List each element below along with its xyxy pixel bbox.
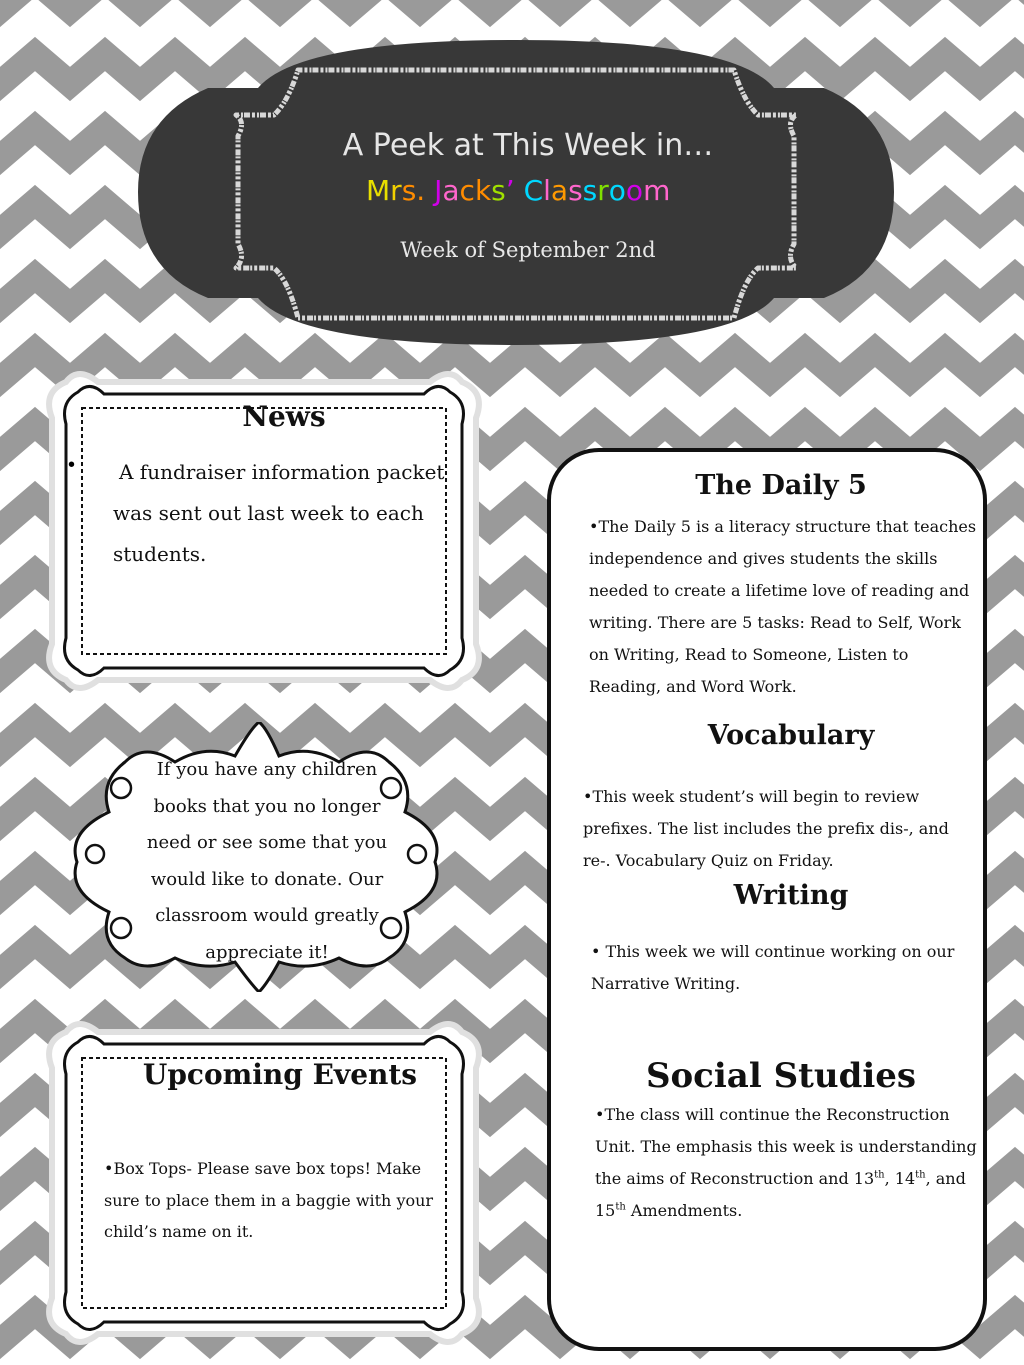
classroom-title-letter: a [550, 174, 569, 207]
social-studies-title: Social Studies [645, 1056, 917, 1096]
classroom-title-letter: o [625, 174, 644, 207]
upcoming-events-text: •Box Tops- Please save box tops! Make sure to place them in a baggie with your child’s name on it. [104, 1159, 434, 1241]
ss-sup-14: th [915, 1169, 926, 1181]
classroom-title-letter: C [523, 174, 544, 207]
classroom-title-letter: o [608, 174, 626, 207]
curriculum-card [547, 448, 987, 1351]
classroom-title-letter: m [643, 174, 671, 207]
classroom-title [366, 174, 670, 207]
classroom-title-letter: s [582, 174, 598, 207]
donation-note [55, 722, 457, 992]
classroom-title-letter: r [597, 174, 609, 207]
vocabulary-title: Vocabulary [707, 720, 875, 751]
classroom-title-letter: M [366, 174, 391, 207]
daily5-title: The Daily 5 [695, 470, 867, 501]
classroom-title-letter: ’ [505, 174, 515, 207]
week-of-date: Week of September 2nd [400, 238, 656, 262]
social-studies-body [595, 1099, 979, 1227]
classroom-title-letter: . [416, 174, 426, 207]
classroom-title-letter: s [401, 174, 417, 207]
ss-text-pre: •The class will continue the Reconstruction Unit. The emphasis this week is understanding the aims of Reconstruction and 13 [595, 1105, 977, 1188]
ss-text-mid1: , 14 [884, 1169, 916, 1188]
classroom-title-letter: J [434, 174, 443, 207]
upcoming-events-heading: Upcoming Events [142, 1058, 418, 1091]
classroom-title-letter: k [474, 174, 492, 207]
ss-sup-15: th [615, 1201, 626, 1213]
news-heading: News [242, 400, 326, 433]
news-bullet: • [68, 454, 76, 476]
writing-title: Writing [733, 880, 849, 911]
ss-text-mid2: , and 15 [595, 1169, 966, 1220]
header-chalkboard [138, 40, 894, 345]
news-text: A fundraiser information packet was sent out last week to each students. [113, 460, 445, 566]
classroom-title-letter: c [459, 174, 475, 207]
writing-body: • This week we will continue working on our Narrative Writing. [591, 942, 955, 993]
donation-text: If you have any children books that you no longer need or see some that you would like to donate. Our classroom would greatly appreciate it! [146, 759, 388, 963]
upcoming-events-box [38, 1018, 490, 1348]
classroom-title-letter: r [390, 174, 402, 207]
newsletter-title: A Peek at This Week in… [342, 128, 714, 163]
classroom-title-letter: l [543, 174, 551, 207]
vocabulary-body: •This week student’s will begin to review prefixes. The list includes the prefix dis-, and re-. Vocabulary Quiz on Friday. [583, 787, 949, 870]
classroom-title-letter: a [442, 174, 460, 207]
classroom-title-letter [425, 174, 434, 207]
news-box [38, 368, 490, 694]
daily5-body: •The Daily 5 is a literacy structure that teaches independence and gives students the skills needed to create a lifetime love of reading and writing. There are 5 tasks: Read to Self, Work on Writing, Read to Someone, Listen to Reading, and Word Work. [589, 517, 977, 696]
ss-text-post: Amendments. [625, 1201, 743, 1220]
classroom-title-letter: s [491, 174, 506, 207]
ss-sup-13: th [874, 1169, 885, 1181]
classroom-title-letter [515, 174, 524, 207]
classroom-title-letter: s [568, 174, 583, 207]
